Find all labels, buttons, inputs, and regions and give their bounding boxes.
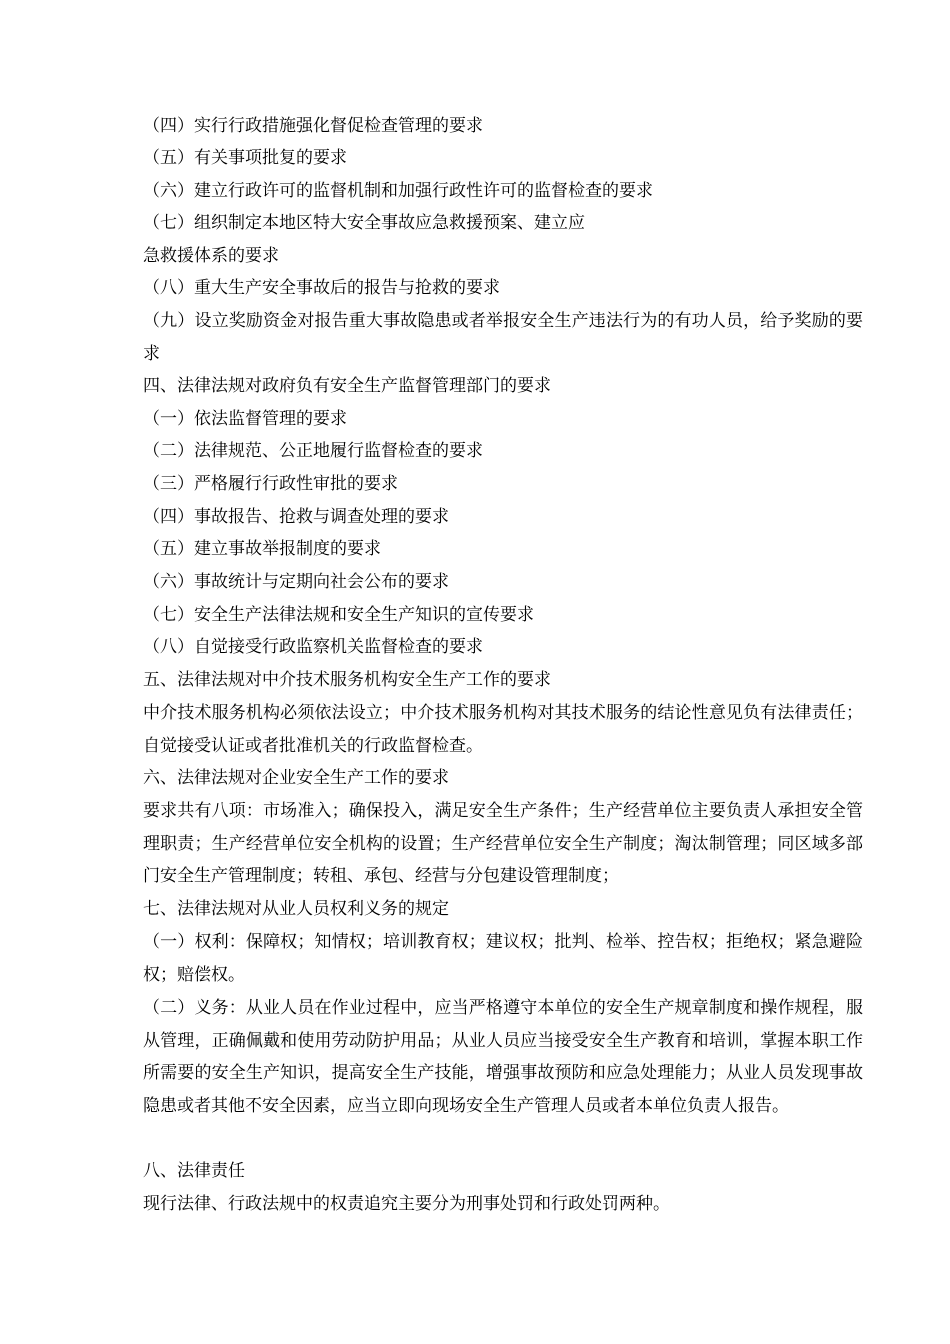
paragraph-9: （九）设立奖励资金对报告重大事故隐患或者举报安全生产违法行为的有功人员，给予奖励的要求 (143, 311, 863, 364)
text-line: （五）有关事项批复的要求 (143, 148, 347, 168)
section-6-heading: 六、法律法规对企业安全生产工作的要求 (143, 768, 449, 788)
section-5-heading: 五、法律法规对中介技术服务机构安全生产工作的要求 (143, 670, 551, 690)
list-item: （七）安全生产法律法规和安全生产知识的宣传要求 (143, 605, 534, 625)
text-line: （四）实行行政措施强化督促检查管理的要求 (143, 116, 483, 136)
text-line: （七）组织制定本地区特大安全事故应急救援预案、建立应 (143, 213, 585, 233)
section-8-heading: 八、法律责任 (143, 1161, 245, 1181)
section-7-duties: （二）义务：从业人员在作业过程中，应当严格遵守本单位的安全生产规章制度和操作规程，服从管理，正确佩戴和使用劳动防护用品；从业人员应当接受安全生产教育和培训，掌握本职工作所需要的安全生产知识，提高安全生产技能，增强事故预防和应急处理能力；从业人员发现事故隐患或者其他不安全因素，应当立即向现场安全生产管理人员或者本单位负责人报告。 (143, 998, 863, 1116)
text-line: 急救援体系的要求 (143, 246, 279, 266)
section-6-body: 要求共有八项：市场准入；确保投入，满足安全生产条件；生产经营单位主要负责人承担安全管理职责；生产经营单位安全机构的设置；生产经营单位安全生产制度；淘汰制管理；同区域多部门安全生产管理制度；转租、承包、经营与分包建设管理制度； (143, 801, 863, 887)
list-item: （六）事故统计与定期向社会公布的要求 (143, 572, 449, 592)
list-item: （八）自觉接受行政监察机关监督检查的要求 (143, 637, 483, 657)
list-item: （三）严格履行行政性审批的要求 (143, 474, 398, 494)
section-7-rights: （一）权利：保障权；知情权；培训教育权；建议权；批判、检举、控告权；拒绝权；紧急避险权；赔偿权。 (143, 932, 863, 985)
section-8-body: 现行法律、行政法规中的权责追究主要分为刑事处罚和行政处罚两种。 (143, 1194, 670, 1214)
text-line: （六）建立行政许可的监督机制和加强行政性许可的监督检查的要求 (143, 181, 653, 201)
list-item: （一）依法监督管理的要求 (143, 409, 347, 429)
section-5-body: 中介技术服务机构必须依法设立；中介技术服务机构对其技术服务的结论性意见负有法律责任；自觉接受认证或者批准机关的行政监督检查。 (143, 703, 863, 756)
list-item: （五）建立事故举报制度的要求 (143, 539, 381, 559)
list-item: （二）法律规范、公正地履行监督检查的要求 (143, 441, 483, 461)
text-line: （八）重大生产安全事故后的报告与抢救的要求 (143, 278, 500, 298)
section-7-heading: 七、法律法规对从业人员权利义务的规定 (143, 899, 449, 919)
section-4-heading: 四、法律法规对政府负有安全生产监督管理部门的要求 (143, 376, 551, 396)
list-item: （四）事故报告、抢救与调查处理的要求 (143, 507, 449, 527)
